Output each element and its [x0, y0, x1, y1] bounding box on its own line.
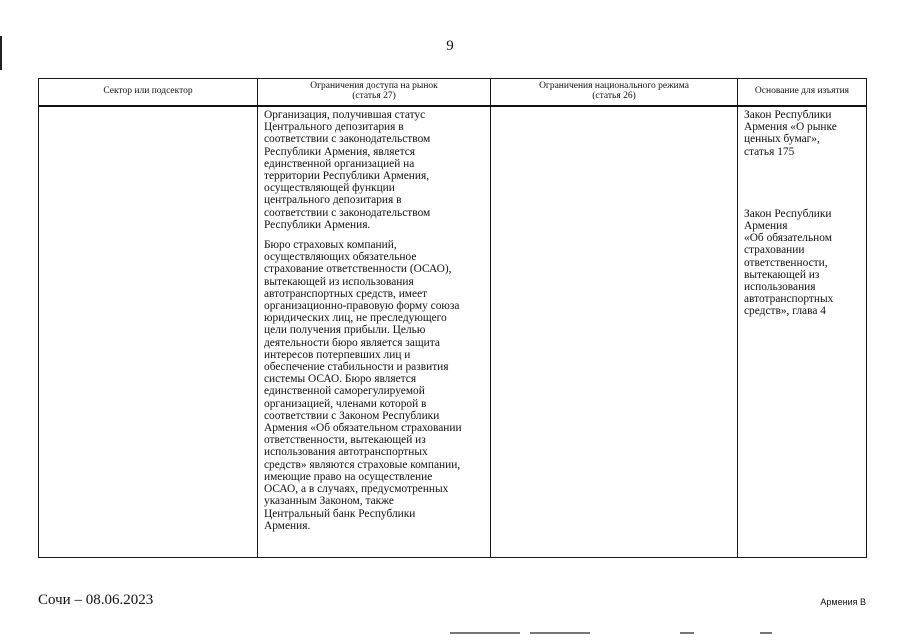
basis-entry-securities-law: Закон Республики Армения «О рынке ценных бумаг», статья 175 [744, 109, 837, 158]
header-basis: Основание для изъятия [738, 79, 867, 107]
basis-cell [738, 106, 867, 558]
market-access-cell [258, 106, 491, 558]
footer-annex-label: Армения В [820, 597, 866, 607]
basis-spacer [744, 158, 862, 208]
market-access-entry-depository: Организация, получившая статус Центрального депозитария в соответствии с законодательством Республики Армения, является единственной организацией на территории Республики Армения, осуществляющей функции центрального депозитария в соответствии с законодательством Республики Армения. [264, 109, 431, 231]
sector-cell [39, 106, 258, 558]
market-access-entry-insurance-bureau: Бюро страховых компаний, осуществляющих обязательное страхование ответственности (ОСАО), вытекающей из использования автотранспортных средств, имеет организационно-правовую форму союза юридических лиц, не преследующего цели получения прибыли. Целью деятельности бюро является защита интересов потерпевших лиц и обеспечение стабильности и развития системы ОСАО. Бюро является единственной саморегулируемой организацией, членами которой в соответствии с Законом Республики Армения «Об обязательном страховании ответственности, вытекающей из использования автотранспортных средств» являются страховые компании, имеющие право на осуществление ОСАО, а в случаях, предусмотренных указанным Законом, также Центральный банк Республики Армения. [264, 239, 462, 532]
scan-noise-line [760, 632, 772, 634]
national-treatment-cell [491, 106, 738, 558]
scan-noise-line [530, 632, 590, 634]
scan-noise-line [680, 632, 694, 634]
table-header-row [39, 79, 867, 107]
header-national-treatment: Ограничения национального режима (статья 26) [491, 79, 738, 107]
header-market-access: Ограничения доступа на рынок (статья 27) [258, 79, 491, 107]
reservations-table [38, 78, 867, 558]
scan-noise-line [450, 632, 520, 634]
table-row [39, 106, 867, 558]
basis-entry-insurance-law: Закон Республики Армения «Об обязательном страховании ответственности, вытекающей из использования автотранспортных средств», глава 4 [744, 207, 834, 318]
page-number: 9 [446, 38, 454, 54]
header-sector: Сектор или подсектор [39, 79, 258, 107]
footer-date: Сочи – 08.06.2023 [38, 592, 154, 608]
